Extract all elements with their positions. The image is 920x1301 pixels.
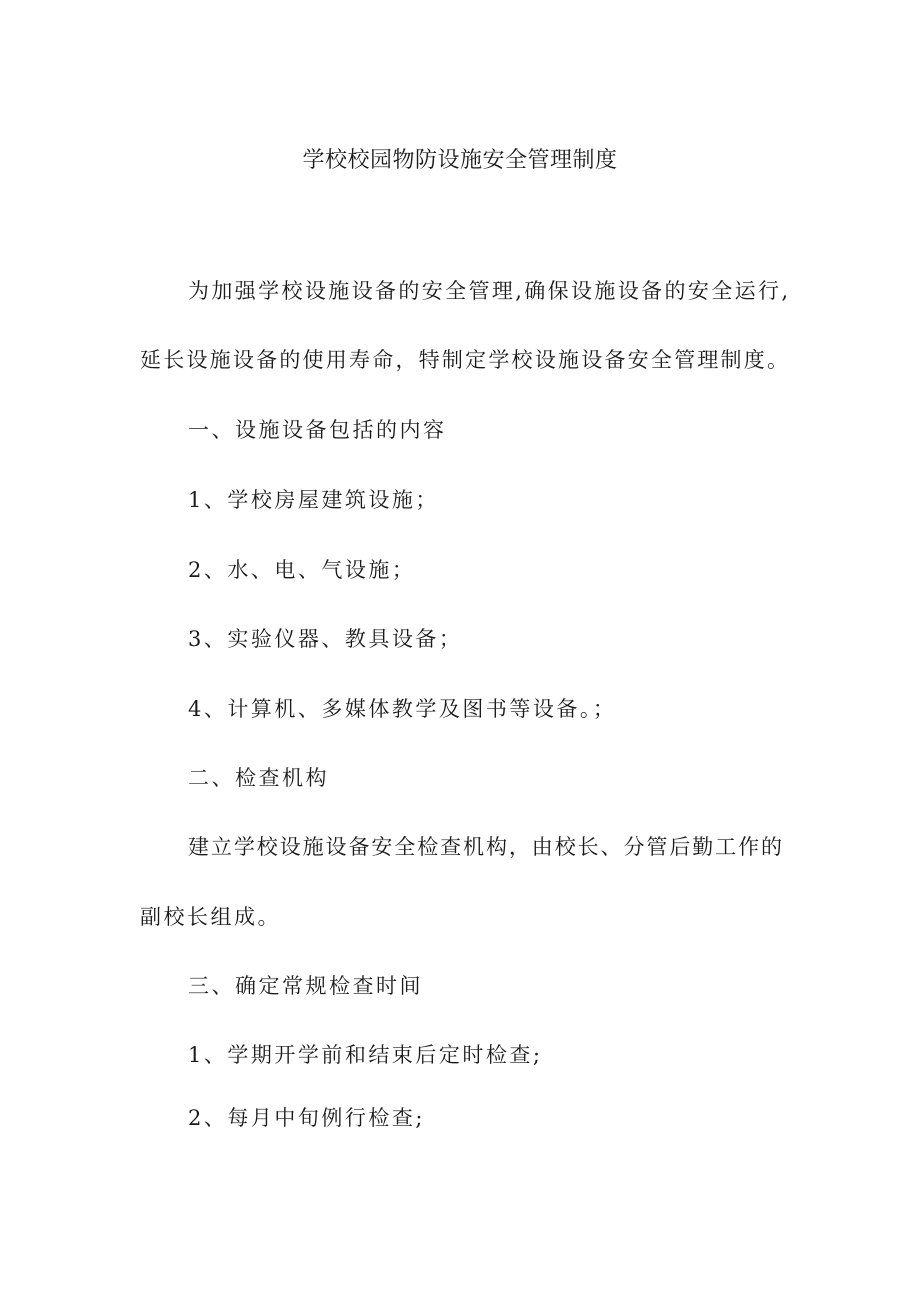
paragraph-intro-line-2: 延长设施设备的使用寿命，特制定学校设施设备安全管理制度。	[140, 348, 788, 372]
document-title: 学校校园物防设施安全管理制度	[302, 148, 618, 173]
section-heading-3: 三、确定常规检查时间	[188, 974, 423, 998]
section-heading-1: 一、设施设备包括的内容	[188, 418, 447, 442]
list-item: 2、水、电、气设施；	[188, 558, 416, 582]
paragraph-agency-line-2: 副校长组成。	[140, 905, 281, 929]
paragraph-intro-line-1: 为加强学校设施设备的安全管理,确保设施设备的安全运行,	[188, 279, 788, 303]
list-item: 1、学期开学前和结束后定时检查;	[188, 1043, 543, 1067]
section-heading-2: 二、检查机构	[188, 766, 329, 790]
list-item: 3、实验仪器、教具设备；	[188, 627, 463, 651]
list-item: 2、每月中旬例行检查;	[188, 1106, 425, 1130]
paragraph-agency-line-1: 建立学校设施设备安全检查机构，由校长、分管后勤工作的	[188, 835, 782, 859]
list-item: 4、计算机、多媒体教学及图书等设备。；	[188, 697, 617, 721]
list-item: 1、学校房屋建筑设施；	[188, 488, 439, 512]
